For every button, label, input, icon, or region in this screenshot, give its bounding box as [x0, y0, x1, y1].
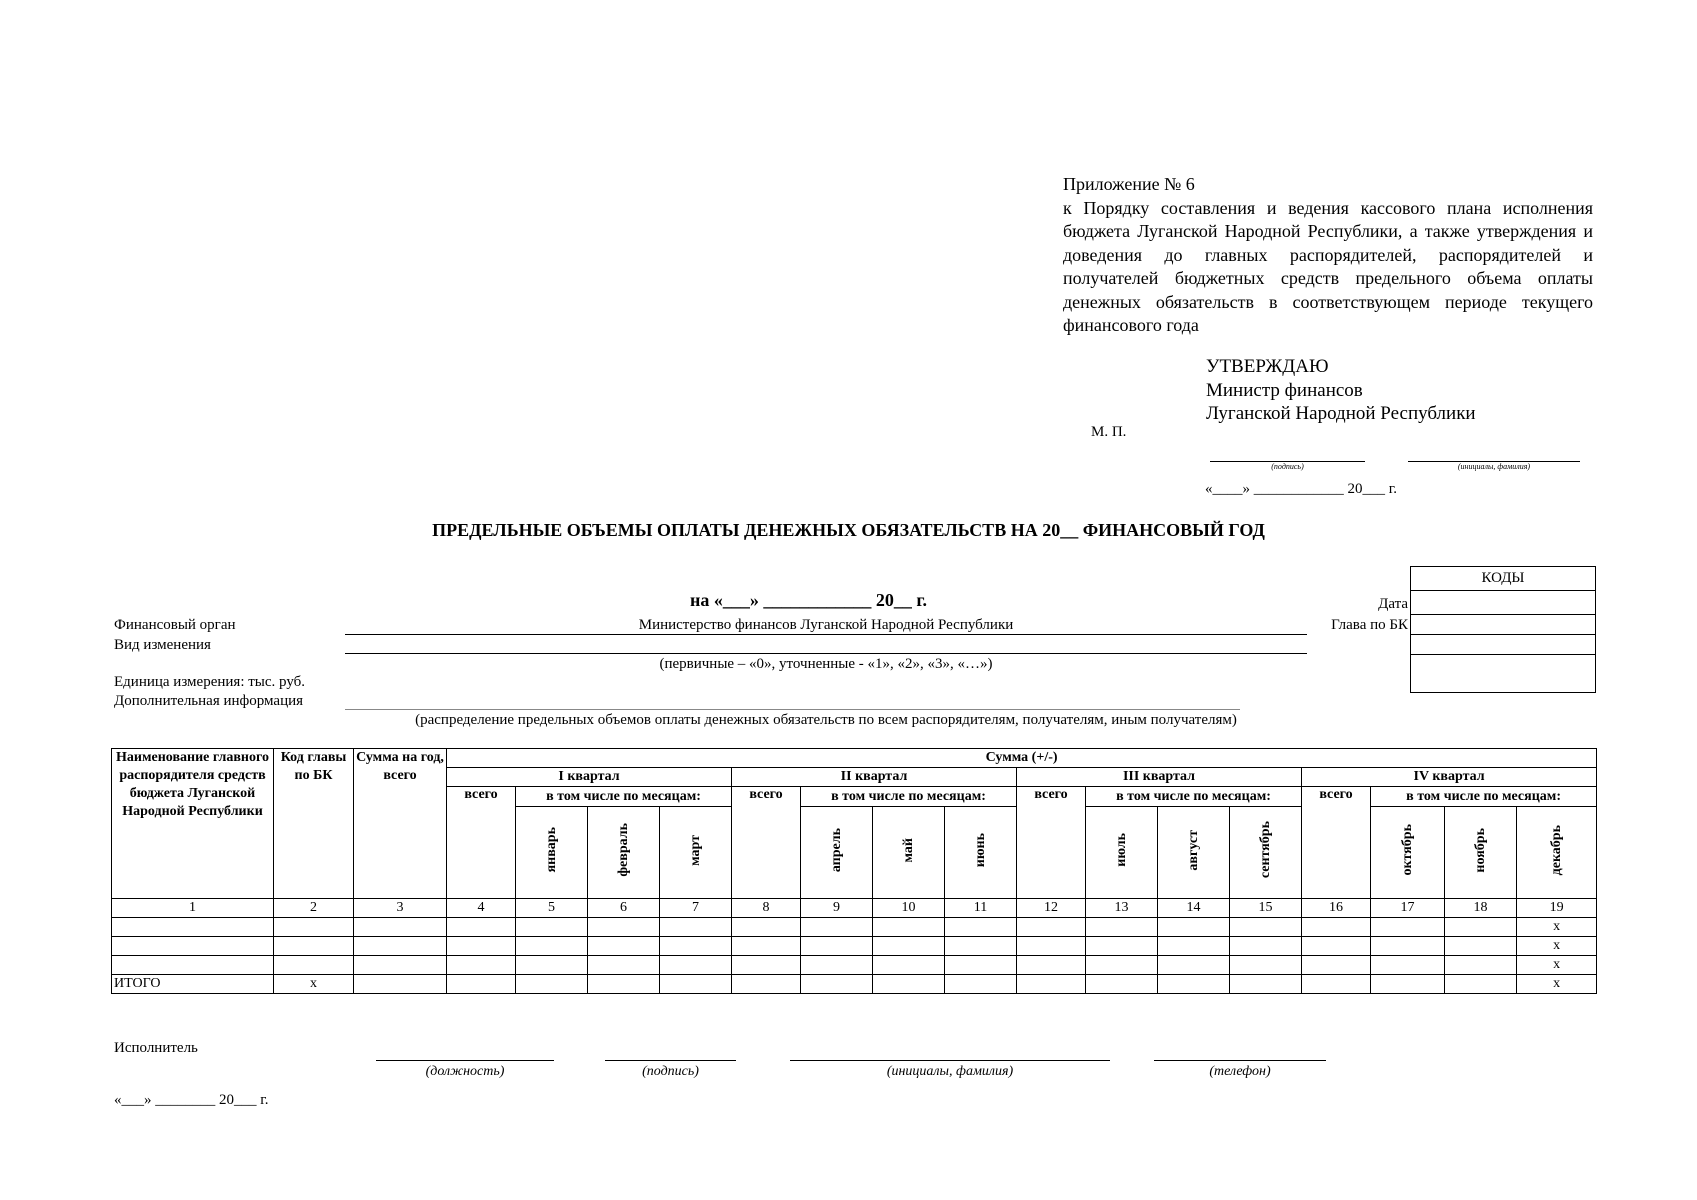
col-number: 12 [1017, 899, 1086, 918]
col-header-code: Код главы по БК [274, 749, 354, 899]
cell[interactable] [354, 975, 447, 994]
cell[interactable] [945, 918, 1017, 937]
cell[interactable] [801, 918, 873, 937]
col-header-sum: Сумма на год, всего [354, 749, 447, 899]
q2-months-header: в том числе по месяцам: [801, 787, 1017, 807]
cell[interactable] [1371, 956, 1445, 975]
month-header [660, 807, 732, 899]
executor-phone-line[interactable] [1154, 1060, 1326, 1061]
cell[interactable] [1086, 975, 1158, 994]
cell[interactable] [1017, 956, 1086, 975]
approval-line-1: УТВЕРЖДАЮ [1206, 356, 1329, 377]
col-number: 19 [1517, 899, 1597, 918]
cell[interactable] [801, 937, 873, 956]
signature-caption: (подпись) [1271, 462, 1304, 471]
month-june: июнь [972, 832, 988, 868]
col-header-name: Наименование главного распорядителя средств бюджета Луганской Народной Республики [112, 749, 274, 899]
month-april: апрель [828, 827, 844, 873]
cell[interactable] [1158, 975, 1230, 994]
cell[interactable] [801, 975, 873, 994]
cell[interactable] [447, 975, 516, 994]
change-type-hint: (первичные – «0», уточненные - «1», «2», «3», «…») [659, 656, 993, 672]
col-number: 3 [354, 899, 447, 918]
cell[interactable] [354, 937, 447, 956]
cell[interactable] [1017, 975, 1086, 994]
cell[interactable] [447, 918, 516, 937]
cell[interactable] [1302, 918, 1371, 937]
col-number: 8 [732, 899, 801, 918]
cell[interactable] [1086, 937, 1158, 956]
cell[interactable] [516, 956, 588, 975]
month-header [516, 807, 588, 899]
col-number: 13 [1086, 899, 1158, 918]
cell[interactable] [1371, 918, 1445, 937]
cell[interactable] [873, 956, 945, 975]
q4-months-header: в том числе по месяцам: [1371, 787, 1597, 807]
financial-body-label: Финансовый орган [114, 617, 236, 633]
quarter-3-header: III квартал [1017, 768, 1302, 787]
cell[interactable] [873, 937, 945, 956]
cell[interactable] [588, 918, 660, 937]
table-row [112, 937, 1597, 956]
quarter-4-header: IV квартал [1302, 768, 1597, 787]
cell[interactable] [732, 937, 801, 956]
col-number: 2 [274, 899, 354, 918]
col-number: 14 [1158, 899, 1230, 918]
month-header [588, 807, 660, 899]
cell[interactable] [1017, 918, 1086, 937]
cell[interactable] [801, 956, 873, 975]
total-row [112, 975, 1597, 994]
cell[interactable] [660, 918, 732, 937]
mark-cell: х [1517, 937, 1597, 956]
cell[interactable] [516, 937, 588, 956]
approval-line-3: Луганской Народной Республики [1206, 403, 1476, 424]
quarter-2-header: II квартал [732, 768, 1017, 787]
month-december: декабрь [1548, 824, 1564, 876]
month-header [1371, 807, 1445, 899]
approval-line-2: Министр финансов [1206, 379, 1363, 401]
cell[interactable] [447, 937, 516, 956]
col-number: 9 [801, 899, 873, 918]
executor-label: Исполнитель [114, 1040, 198, 1056]
cell[interactable] [660, 956, 732, 975]
sum-header: Сумма (+/-) [447, 749, 1597, 768]
cell[interactable] [732, 956, 801, 975]
col-number: 17 [1371, 899, 1445, 918]
cell[interactable] [1302, 975, 1371, 994]
cell[interactable] [873, 918, 945, 937]
total-label: ИТОГО [112, 975, 274, 994]
approval-block [1206, 355, 1476, 426]
cell[interactable] [112, 956, 274, 975]
cell[interactable] [274, 937, 354, 956]
cell[interactable] [588, 937, 660, 956]
month-header [1445, 807, 1517, 899]
change-type-label: Вид изменения [114, 637, 211, 653]
col-number: 1 [112, 899, 274, 918]
month-february: февраль [615, 823, 631, 877]
month-header [801, 807, 873, 899]
cell[interactable] [1445, 918, 1517, 937]
executor-position-line[interactable] [376, 1060, 554, 1061]
appendix-title: Приложение № 6 [1063, 174, 1195, 194]
cell[interactable] [112, 918, 274, 937]
cell[interactable] [354, 918, 447, 937]
stamp-mark: М. П. [1091, 424, 1127, 440]
codes-header: КОДЫ [1411, 567, 1596, 591]
cell[interactable] [1302, 937, 1371, 956]
col-number: 6 [588, 899, 660, 918]
cell[interactable] [516, 918, 588, 937]
table-row [112, 918, 1597, 937]
cell[interactable] [1371, 937, 1445, 956]
cell[interactable] [1158, 937, 1230, 956]
cell[interactable] [873, 975, 945, 994]
codes-table [1410, 566, 1596, 693]
cell[interactable] [1445, 975, 1517, 994]
q3-months-header: в том числе по месяцам: [1086, 787, 1302, 807]
q3-total-header: всего [1017, 787, 1086, 899]
cell[interactable] [1158, 956, 1230, 975]
month-july: июль [1113, 833, 1129, 867]
cell[interactable] [945, 956, 1017, 975]
mark-cell: х [1517, 956, 1597, 975]
cell[interactable] [1445, 956, 1517, 975]
initials-caption: (инициалы, фамилия) [1457, 462, 1531, 471]
cell[interactable] [1230, 918, 1302, 937]
additional-info-line[interactable] [345, 709, 1240, 710]
cell[interactable] [660, 937, 732, 956]
executor-date[interactable]: «___» ________ 20___ г. [114, 1092, 269, 1108]
q4-total-header: всего [1302, 787, 1371, 899]
month-header [1158, 807, 1230, 899]
col-number: 4 [447, 899, 516, 918]
col-number: 11 [945, 899, 1017, 918]
q1-months-header: в том числе по месяцам: [516, 787, 732, 807]
month-october: октябрь [1399, 824, 1415, 876]
cell[interactable] [1086, 918, 1158, 937]
limits-table [111, 748, 1597, 994]
quarter-1-header: I квартал [447, 768, 732, 787]
cell[interactable] [732, 975, 801, 994]
code-change-cell[interactable] [1411, 635, 1596, 655]
report-date[interactable]: на «___» ____________ 20__ г. [690, 590, 928, 610]
cell[interactable] [112, 937, 274, 956]
additional-info-label: Дополнительная информация [114, 693, 304, 709]
chapter-label: Глава по БК [1331, 617, 1408, 633]
unit-label: Единица измерения: тыс. руб. [114, 674, 306, 690]
month-september: сентябрь [1257, 821, 1273, 879]
cell[interactable] [1017, 937, 1086, 956]
col-number: 10 [873, 899, 945, 918]
executor-initials-caption: (инициалы, фамилия) [886, 1064, 1014, 1079]
executor-signature-line[interactable] [605, 1060, 736, 1061]
code-date-cell[interactable] [1411, 591, 1596, 615]
cell[interactable] [660, 975, 732, 994]
executor-signature-caption: (подпись) [642, 1064, 699, 1079]
cell[interactable] [1158, 918, 1230, 937]
executor-position-caption: (должность) [425, 1064, 505, 1079]
month-header [945, 807, 1017, 899]
cell[interactable] [1302, 956, 1371, 975]
appendix-text: к Порядку составления и ведения кассового плана исполнения бюджета Луганской Народной Республики, а также утверждения и доведения до главных распорядителей, распорядителей и получателей бюджетных средств предельного объема оплаты денежных обязательств в соответствующем периоде текущего финансового года [1063, 197, 1593, 335]
cell[interactable] [1445, 937, 1517, 956]
code-extra-cell[interactable] [1411, 655, 1596, 693]
month-may: май [900, 837, 916, 863]
col-number: 18 [1445, 899, 1517, 918]
change-type-line[interactable] [345, 653, 1307, 654]
cell[interactable] [1086, 956, 1158, 975]
financial-body-value: Министерство финансов Луганской Народной Республики [638, 617, 1014, 633]
cell[interactable] [1371, 975, 1445, 994]
mark-cell: х [1517, 918, 1597, 937]
month-header [1086, 807, 1158, 899]
financial-body-line [345, 634, 1307, 635]
additional-info-hint: (распределение предельных объемов оплаты денежных обязательств по всем распорядителям, получателям, иным получателям) [415, 712, 1237, 728]
cell[interactable] [447, 956, 516, 975]
col-number: 5 [516, 899, 588, 918]
mark-cell: х [1517, 975, 1597, 994]
month-header [873, 807, 945, 899]
column-numbers-row [112, 899, 1597, 918]
cell[interactable] [1230, 937, 1302, 956]
cell[interactable] [1230, 975, 1302, 994]
cell[interactable] [732, 918, 801, 937]
month-january: январь [543, 827, 559, 873]
document-title: ПРЕДЕЛЬНЫЕ ОБЪЕМЫ ОПЛАТЫ ДЕНЕЖНЫХ ОБЯЗАТЕЛЬСТВ НА 20__ ФИНАНСОВЫЙ ГОД [432, 520, 1265, 540]
mark-cell: х [274, 975, 354, 994]
approval-date[interactable]: «____» ____________ 20___ г. [1205, 481, 1397, 497]
month-august: август [1185, 829, 1201, 871]
cell[interactable] [516, 975, 588, 994]
col-number: 7 [660, 899, 732, 918]
cell[interactable] [354, 956, 447, 975]
cell[interactable] [588, 975, 660, 994]
cell[interactable] [945, 937, 1017, 956]
col-number: 16 [1302, 899, 1371, 918]
cell[interactable] [274, 956, 354, 975]
executor-phone-caption: (телефон) [1209, 1064, 1271, 1079]
cell[interactable] [588, 956, 660, 975]
cell[interactable] [945, 975, 1017, 994]
table-row [112, 956, 1597, 975]
q2-total-header: всего [732, 787, 801, 899]
cell[interactable] [1230, 956, 1302, 975]
code-chapter-cell[interactable] [1411, 615, 1596, 635]
col-number: 15 [1230, 899, 1302, 918]
month-header [1517, 807, 1597, 899]
month-november: ноябрь [1472, 827, 1488, 873]
month-march: март [687, 834, 703, 866]
month-header [1230, 807, 1302, 899]
cell[interactable] [274, 918, 354, 937]
date-label: Дата [1378, 596, 1408, 612]
q1-total-header: всего [447, 787, 516, 899]
executor-initials-line[interactable] [790, 1060, 1110, 1061]
appendix-block [1063, 173, 1593, 338]
